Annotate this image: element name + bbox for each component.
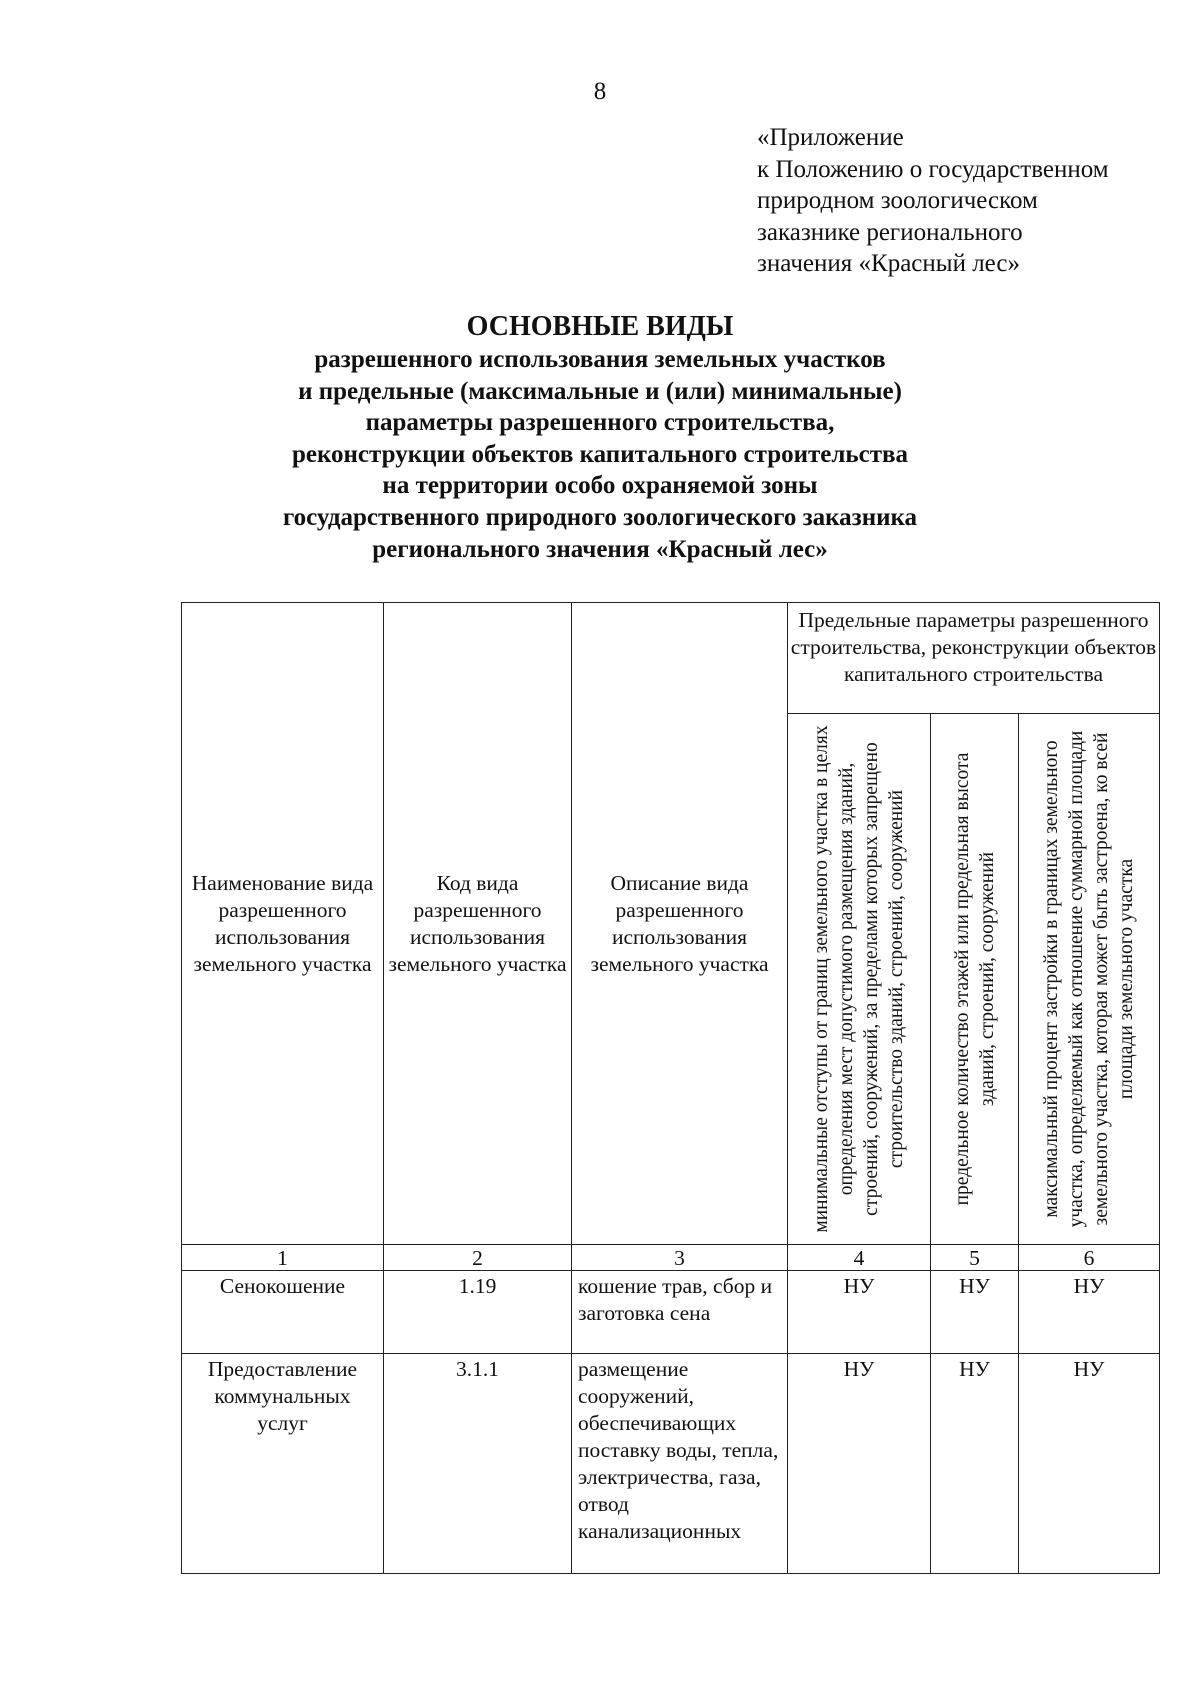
header-code: Код вида разрешенного использования земельного участка bbox=[384, 603, 572, 1245]
land-use-table bbox=[181, 602, 1160, 1574]
column-number: 6 bbox=[1019, 1245, 1160, 1271]
title-line: регионального значения «Красный лес» bbox=[372, 535, 828, 563]
header-min-setbacks-cell bbox=[788, 714, 931, 1245]
page-number: 8 bbox=[593, 78, 607, 105]
appendix-note bbox=[757, 122, 1177, 280]
appendix-line: к Положению о государственном bbox=[757, 155, 1109, 183]
column-number: 3 bbox=[572, 1245, 788, 1271]
appendix-line: «Приложение bbox=[757, 124, 904, 151]
appendix-line: заказнике регионального bbox=[757, 218, 1023, 246]
appendix-line: природном зоологическом bbox=[757, 187, 1038, 214]
column-numbers-row bbox=[182, 1245, 1160, 1271]
column-number: 4 bbox=[788, 1245, 931, 1271]
title-main: ОСНОВНЫЕ ВИДЫ bbox=[466, 311, 734, 342]
title-line: на территории особо охраняемой зоны bbox=[382, 472, 818, 500]
row-description: размещение сооружений, обеспечивающих поставку воды, тепла, электричества, газа, отвод канализационных bbox=[572, 1354, 788, 1574]
row-value: НУ bbox=[1019, 1271, 1160, 1354]
row-value: НУ bbox=[931, 1354, 1019, 1574]
column-number: 5 bbox=[931, 1245, 1019, 1271]
row-value: НУ bbox=[1019, 1354, 1160, 1574]
title-line: и предельные (максимальные и (или) минимальные) bbox=[298, 377, 902, 405]
title-line: параметры разрешенного строительства, bbox=[365, 409, 835, 437]
row-value: НУ bbox=[788, 1354, 931, 1574]
header-max-floors: предельное количество этажей или предельная высота зданий, строений, сооружений bbox=[951, 752, 998, 1206]
table-row bbox=[182, 1271, 1160, 1354]
row-value: НУ bbox=[788, 1271, 931, 1354]
row-name: Сенокошение bbox=[182, 1271, 384, 1354]
header-description: Описание вида разрешенного использования земельного участка bbox=[572, 603, 788, 1245]
row-code: 3.1.1 bbox=[384, 1354, 572, 1574]
header-max-coverage: максимальный процент застройки в границах земельного участка, определяемый как отношение суммарной площади земельного участка, которая может быть застроена, ко всей площади земельного участка bbox=[1041, 730, 1137, 1228]
header-max-coverage-cell bbox=[1019, 714, 1160, 1245]
row-name: Предоставление коммунальных услуг bbox=[182, 1354, 384, 1574]
title-line: разрешенного использования земельных участков bbox=[314, 346, 886, 373]
table-row bbox=[182, 1354, 1160, 1574]
row-description: кошение трав, сбор и заготовка сена bbox=[572, 1271, 788, 1354]
header-limit-parameters: Предельные параметры разрешенного строительства, реконструкции объектов капитального строительства bbox=[788, 603, 1160, 714]
title-line: государственного природного зоологического заказника bbox=[282, 503, 918, 531]
header-max-floors-cell bbox=[931, 714, 1019, 1245]
row-value: НУ bbox=[931, 1271, 1019, 1354]
title-line: реконструкции объектов капитального строительства bbox=[291, 440, 909, 468]
appendix-line: значения «Красный лес» bbox=[757, 250, 1020, 277]
header-min-setbacks: минимальные отступы от границ земельного участка в целях определения мест допустимого размещения зданий, строений, сооружений, за пределами которых запрещено строительство зданий, строений, сооружений bbox=[811, 725, 907, 1233]
row-code: 1.19 bbox=[384, 1271, 572, 1354]
column-number: 2 bbox=[384, 1245, 572, 1271]
column-number: 1 bbox=[182, 1245, 384, 1271]
header-name: Наименование вида разрешенного использования земельного участка bbox=[182, 603, 384, 1245]
document-title bbox=[0, 310, 1200, 565]
